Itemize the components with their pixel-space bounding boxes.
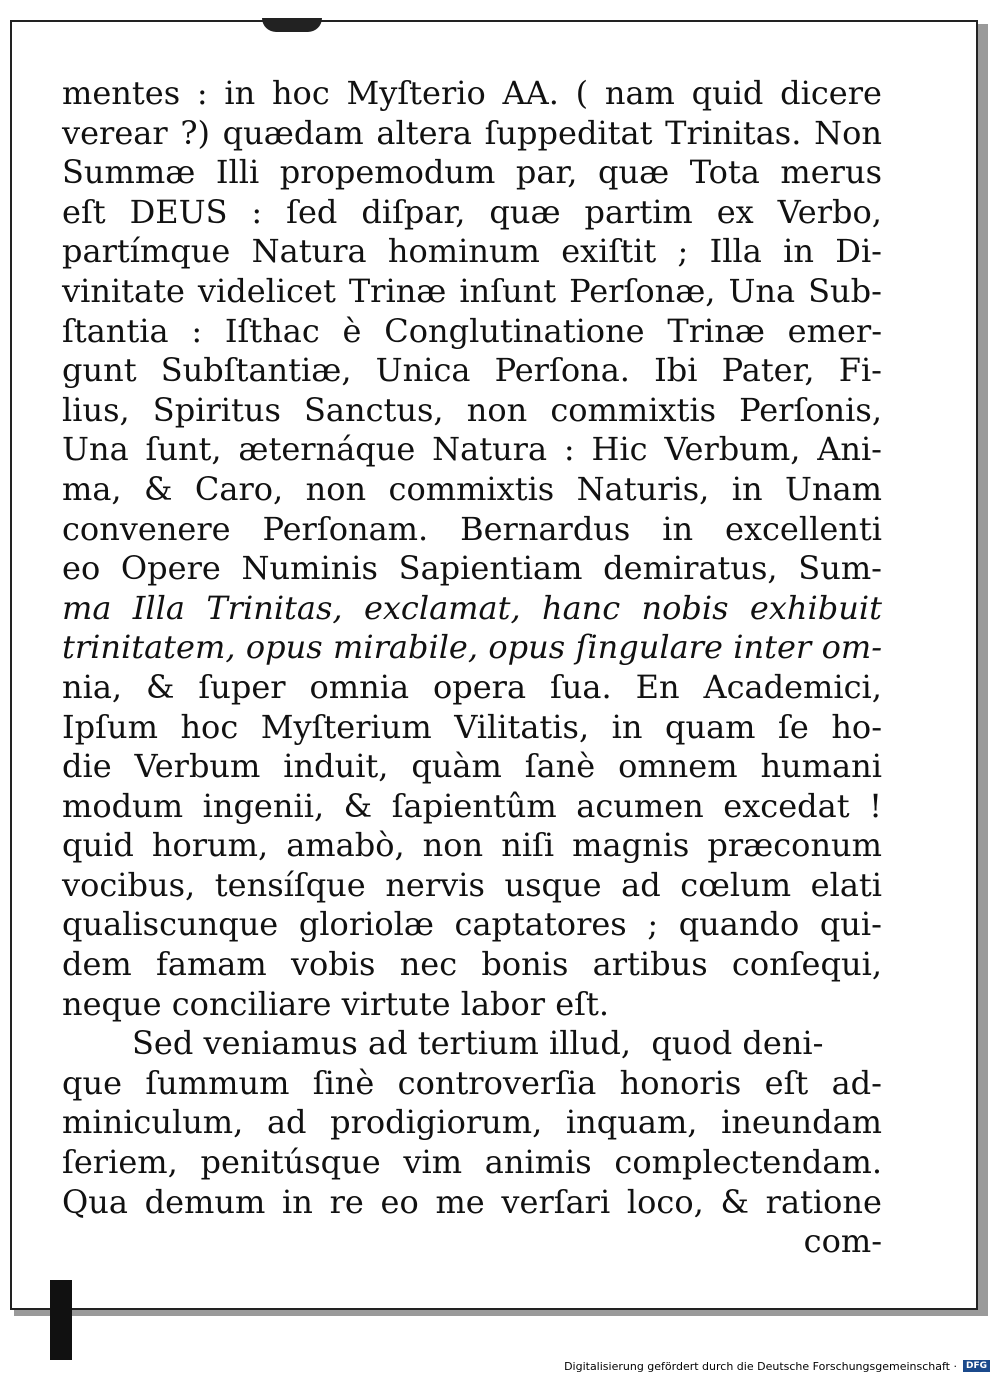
word: Illa: [132, 588, 185, 627]
word: !: [869, 786, 882, 825]
word: eo: [62, 549, 101, 588]
word: gunt: [62, 351, 137, 390]
word: ma: [62, 588, 112, 627]
word: quam: [664, 707, 756, 746]
word: ratione: [765, 1182, 882, 1221]
word: horum,: [151, 826, 269, 865]
word: Spiritus: [152, 390, 281, 429]
word: magnis: [572, 826, 690, 865]
text-line-4: [62, 193, 882, 233]
word: vim: [403, 1143, 463, 1182]
word: quando: [678, 905, 800, 944]
binding-strip: [50, 1280, 72, 1360]
word: partímque: [62, 232, 231, 271]
word: hoc: [271, 74, 330, 112]
word: Tota: [689, 153, 760, 192]
word: quid: [62, 826, 134, 865]
word: penitúsque: [200, 1143, 381, 1182]
word: verear: [62, 113, 168, 152]
word: die: [62, 747, 112, 786]
word: ſed: [286, 192, 338, 231]
word: omnem: [618, 747, 738, 786]
word: ineundam: [721, 1103, 882, 1142]
word: humani: [760, 747, 882, 786]
word: altera: [376, 113, 472, 152]
word: exclamat,: [363, 588, 521, 627]
word: Trinitas,: [206, 588, 343, 627]
word: ;: [677, 232, 689, 271]
word: Qua: [62, 1182, 128, 1221]
text-line-14: [62, 589, 882, 629]
text-line-26: [62, 1064, 882, 1104]
word: demum: [144, 1182, 266, 1221]
word: Fi-: [838, 351, 882, 390]
word: Iſthac: [224, 311, 320, 350]
word: controverſia: [397, 1063, 597, 1102]
text-line-18: [62, 747, 882, 787]
word: Illi: [215, 153, 260, 192]
word: niſi: [501, 826, 555, 865]
word: ma,: [62, 469, 122, 508]
word: ſuper: [198, 667, 286, 706]
word: omnia: [309, 667, 410, 706]
word: ;: [647, 905, 659, 944]
word: hanc: [541, 588, 621, 627]
word: nam: [604, 74, 675, 112]
word: cœlum: [680, 865, 792, 904]
word: bonis: [481, 945, 569, 984]
text-line-8: [62, 351, 882, 391]
page-text: [62, 74, 882, 1262]
word: hominum: [387, 232, 540, 271]
word: AA.: [502, 74, 559, 112]
word: Ibi: [654, 351, 698, 390]
word: ſtantia: [62, 311, 169, 350]
word: vinitate: [62, 271, 185, 310]
word: Trinæ: [348, 271, 447, 310]
text-line-19: [62, 787, 882, 827]
word: commixtis: [550, 390, 716, 429]
text-line-2: [62, 114, 882, 154]
word: ſua.: [549, 667, 612, 706]
text-line-11: [62, 470, 882, 510]
word: Verbo,: [777, 192, 882, 231]
text-line-13: [62, 549, 882, 589]
word: Hic: [591, 430, 648, 469]
text-line-9: [62, 391, 882, 431]
word: in: [611, 707, 643, 746]
word: in: [224, 74, 256, 112]
word: amabò,: [286, 826, 405, 865]
word: usque: [504, 865, 602, 904]
word: Natura: [432, 430, 548, 469]
word: exhibuit: [749, 588, 882, 627]
word: acumen: [576, 786, 704, 825]
word: in: [282, 1182, 313, 1221]
book-page: [10, 20, 978, 1310]
word: opus: [245, 628, 323, 667]
word: Opere: [120, 549, 221, 588]
word: Una: [728, 271, 796, 310]
word: Illa: [709, 232, 762, 271]
word: eſt: [62, 192, 106, 231]
word: Una: [62, 430, 129, 469]
word: que: [62, 1063, 123, 1102]
word: partim: [584, 192, 693, 231]
text-line-21: [62, 866, 882, 906]
word: excellenti: [725, 509, 882, 548]
word: miniculum,: [62, 1103, 244, 1142]
text-line-6: [62, 272, 882, 312]
word: En: [635, 667, 680, 706]
text-line-7: [62, 312, 882, 352]
text-line-27: [62, 1103, 882, 1143]
word: quædam: [222, 113, 364, 152]
word: mentes: [62, 74, 181, 112]
word: in: [783, 232, 814, 271]
word: Myſterio: [346, 74, 486, 112]
word: hoc: [180, 707, 239, 746]
word: ?): [180, 113, 210, 152]
word: in: [731, 469, 763, 508]
word: Unica: [375, 351, 471, 390]
word: :: [191, 311, 203, 350]
dfg-logo-icon: DFG: [963, 1360, 990, 1372]
text-line-12: [62, 510, 882, 550]
word: me: [435, 1182, 485, 1221]
word: (: [575, 74, 589, 112]
word: tensíſque: [214, 865, 366, 904]
word: qui-: [819, 905, 882, 944]
word: ſuppeditat: [484, 113, 653, 152]
word: ſe: [778, 707, 809, 746]
word: convenere: [62, 509, 231, 548]
word: ad: [621, 865, 661, 904]
text-line-16: [62, 668, 882, 708]
word: dem: [62, 945, 132, 984]
word: Myſterium: [260, 707, 432, 746]
word: qualiscunque: [62, 905, 279, 944]
word: honoris: [619, 1063, 742, 1102]
word: exiſtit: [561, 232, 657, 271]
text-line-29: [62, 1183, 882, 1223]
word: Vilitatis,: [454, 707, 590, 746]
word: Subſtantiæ,: [160, 351, 352, 390]
word: Sanctus,: [303, 390, 444, 429]
digitization-credit: [564, 1359, 990, 1373]
word: ingenii,: [202, 786, 325, 825]
word: nobis: [641, 588, 729, 627]
word: induit,: [283, 747, 389, 786]
word: ſeriem,: [62, 1143, 178, 1182]
word: dicere: [780, 74, 882, 112]
word: trinitatem,: [62, 628, 236, 667]
text-line-28: [62, 1143, 882, 1183]
word: Non: [814, 113, 882, 152]
word: par,: [515, 153, 578, 192]
page-top-mark: [262, 18, 322, 32]
word: Conglutinatione: [384, 311, 645, 350]
word: non: [422, 826, 484, 865]
word: &: [144, 469, 173, 508]
word: DEUS: [129, 192, 228, 231]
text-line-17: [62, 708, 882, 748]
word: Di-: [835, 232, 882, 271]
word: mirabile,: [333, 628, 479, 667]
word: loco,: [626, 1182, 704, 1221]
word: Caro,: [194, 469, 284, 508]
word: Verbum,: [664, 430, 801, 469]
word: om-: [821, 628, 882, 667]
word: non: [466, 390, 528, 429]
word: nervis: [385, 865, 485, 904]
word: conſequi,: [731, 945, 882, 984]
word: non: [305, 469, 367, 508]
word: excedat: [723, 786, 850, 825]
word: modum: [62, 786, 184, 825]
word: quæ: [597, 153, 670, 192]
word: Numinis: [241, 549, 378, 588]
text-line-1: [62, 74, 882, 114]
word: ad-: [831, 1063, 882, 1102]
word: captatores: [454, 905, 627, 944]
word: Unam: [785, 469, 882, 508]
word: inter: [733, 628, 812, 667]
word: inquam,: [565, 1103, 698, 1142]
word: Perſona.: [494, 351, 630, 390]
word: verſari: [501, 1182, 611, 1221]
word: artibus: [592, 945, 708, 984]
text-line-10: [62, 430, 882, 470]
word: Summæ: [62, 153, 196, 192]
word: vocibus,: [62, 865, 196, 904]
word: quàm: [411, 747, 502, 786]
word: Trinitas.: [665, 113, 802, 152]
text-line-24: neque conciliare virtute labor eſt.: [62, 984, 610, 1023]
text-line-5: [62, 232, 882, 272]
word: Pater,: [721, 351, 815, 390]
word: ad: [266, 1103, 307, 1142]
word: merus: [780, 153, 882, 192]
word: re: [329, 1182, 364, 1221]
word: eo: [380, 1182, 419, 1221]
word: Ani-: [817, 430, 882, 469]
word: &: [146, 667, 175, 706]
word: nec: [399, 945, 458, 984]
word: ſanè: [524, 747, 596, 786]
word: videlicet: [197, 271, 336, 310]
word: Perſonam.: [262, 509, 429, 548]
word: ſapientûm: [391, 786, 557, 825]
word: Bernardus: [460, 509, 631, 548]
text-line-23: [62, 945, 882, 985]
word: in: [662, 509, 694, 548]
word: &: [343, 786, 373, 825]
word: Trinæ: [667, 311, 765, 350]
word: famam: [156, 945, 267, 984]
word: quæ: [489, 192, 561, 231]
word: complectendam.: [614, 1143, 882, 1182]
word: prodigiorum,: [330, 1103, 543, 1142]
word: præconum: [707, 826, 882, 865]
catchword: com-: [803, 1222, 882, 1261]
word: quid: [691, 74, 764, 112]
word: Sub-: [808, 271, 882, 310]
word: ſunt,: [145, 430, 222, 469]
word: Ipſum: [62, 707, 158, 746]
word: ſinè: [312, 1063, 375, 1102]
text-line-3: [62, 153, 882, 193]
word: ſingulare: [575, 628, 723, 667]
word: Verbum: [134, 747, 261, 786]
word: gloriolæ: [298, 905, 434, 944]
word: animis: [484, 1143, 592, 1182]
text-line-15: [62, 628, 882, 668]
word: opera: [432, 667, 527, 706]
word: diſpar,: [361, 192, 466, 231]
word: eſt: [764, 1063, 809, 1102]
word: ex: [716, 192, 754, 231]
word: vobis: [290, 945, 376, 984]
word: nia,: [62, 667, 123, 706]
word: :: [196, 74, 208, 112]
text-line-25: Sed veniamus ad tertium illud, quod deni-: [132, 1024, 824, 1063]
word: lius,: [62, 390, 130, 429]
word: Perſonæ,: [569, 271, 716, 310]
credit-text: Digitalisierung gefördert durch die Deutsche Forschungsgemeinschaft ·: [564, 1359, 957, 1373]
word: commixtis: [388, 469, 555, 508]
word: è: [342, 311, 362, 350]
word: æternáque: [238, 430, 416, 469]
word: demiratus,: [603, 549, 778, 588]
text-line-22: [62, 905, 882, 945]
word: emer-: [787, 311, 882, 350]
word: Sum-: [798, 549, 882, 588]
word: ſummum: [145, 1063, 290, 1102]
word: Sapientiam: [398, 549, 583, 588]
word: Perſonis,: [739, 390, 882, 429]
word: Natura: [251, 232, 367, 271]
word: &: [720, 1182, 749, 1221]
text-line-20: [62, 826, 882, 866]
word: Academici,: [703, 667, 882, 706]
word: opus: [488, 628, 566, 667]
word: :: [251, 192, 263, 231]
word: propemodum: [279, 153, 496, 192]
word: :: [563, 430, 575, 469]
word: Naturis,: [576, 469, 710, 508]
word: inſunt: [459, 271, 557, 310]
word: elati: [810, 865, 882, 904]
word: ho-: [831, 707, 882, 746]
